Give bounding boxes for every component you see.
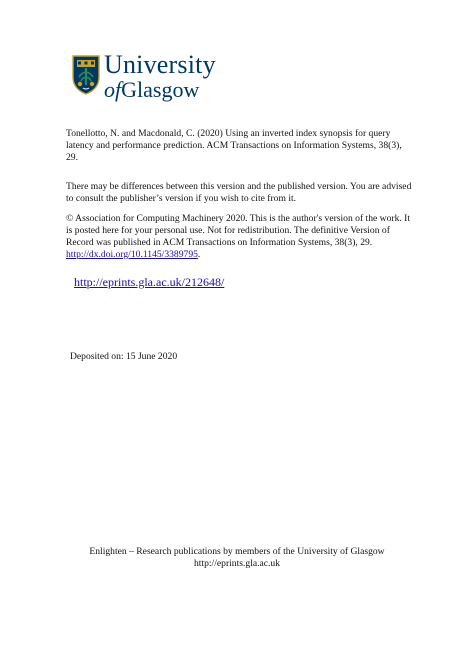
- logo-glasgow: Glasgow: [121, 77, 200, 102]
- footer: [0, 546, 474, 570]
- copyright-trailing: .: [197, 249, 201, 260]
- logo-line2: [104, 79, 216, 101]
- university-crest-icon: [72, 55, 100, 95]
- footer-line2: http://eprints.gla.ac.uk: [193, 558, 281, 569]
- deposited-date: Deposited on: 15 June 2020: [70, 351, 178, 362]
- university-wordmark: [104, 52, 216, 101]
- logo-line1: University: [104, 50, 216, 79]
- eprint-link[interactable]: http://eprints.gla.ac.uk/212648/: [74, 275, 225, 289]
- logo-of: of: [104, 77, 122, 102]
- citation-text: Tonellotto, N. and Macdonald, C. (2020) Using an inverted index synopsis for query latency and performance prediction. ACM Transactions on Information Systems, 38(3), 29.: [66, 128, 402, 163]
- copyright-text: © Association for Computing Machinery 2020. This is the author's version of the work. It is posted here for your personal use. Not for redistribution. The definitive Version of Record was published in ACM Transactions on Information Systems, 38(3), 29.: [66, 213, 411, 248]
- disclaimer-text: There may be differences between this version and the published version. You are advised to consult the publisher’s version if you wish to cite from it.: [66, 181, 412, 204]
- footer-line1: Enlighten – Research publications by members of the University of Glasgow: [89, 546, 385, 557]
- doi-link[interactable]: http://dx.doi.org/10.1145/3389795: [66, 249, 198, 260]
- copyright-notice: [66, 213, 416, 261]
- university-logo: [66, 49, 226, 105]
